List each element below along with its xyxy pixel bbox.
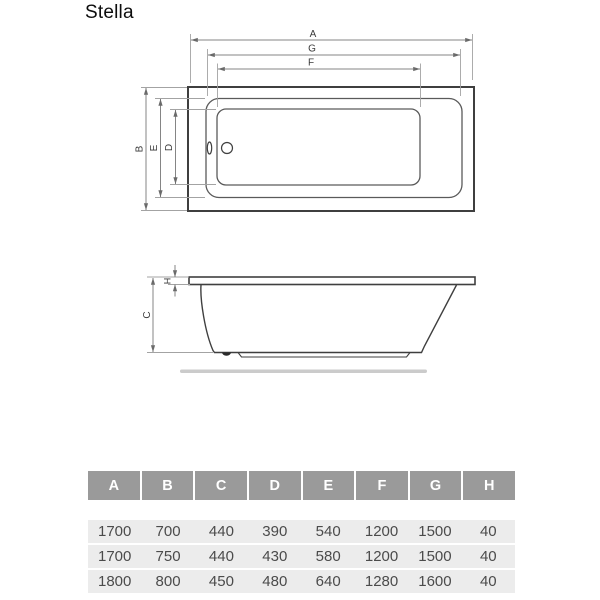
dimensions-table-body <box>88 520 515 593</box>
dimensions-table-header <box>88 471 515 500</box>
dim-label-d: D <box>164 143 175 152</box>
table-cell: 480 <box>262 573 288 590</box>
table-header-cell-a: A <box>88 471 140 500</box>
table-header-cell-d: D <box>249 471 301 500</box>
table-cell: 1700 <box>98 548 132 565</box>
table-header-cell-c: C <box>195 471 247 500</box>
table-header-cell-e: E <box>303 471 355 500</box>
table-cell: 540 <box>315 523 341 540</box>
table-header-cell-h: H <box>463 471 515 500</box>
table-header-cell-b: B <box>142 471 194 500</box>
side-body <box>201 285 457 353</box>
dimensions-table <box>88 471 515 595</box>
table-header-cell-g: G <box>410 471 462 500</box>
table-cell: 430 <box>262 548 288 565</box>
dim-label-b: B <box>134 145 146 153</box>
side-rim <box>189 277 475 285</box>
table-cell: 40 <box>479 573 497 590</box>
table-row <box>88 570 515 593</box>
table-cell: 390 <box>262 523 288 540</box>
floor-shadow <box>180 370 427 374</box>
dim-label-c: C <box>142 311 153 319</box>
table-cell: 580 <box>315 548 341 565</box>
table-cell: 1500 <box>418 523 452 540</box>
table-row <box>88 545 515 568</box>
table-cell: 40 <box>479 548 497 565</box>
table-cell: 1700 <box>98 523 132 540</box>
plan-view <box>188 87 474 211</box>
dim-label-e: E <box>149 144 160 152</box>
side-drain-bump <box>222 353 231 356</box>
table-cell: 1200 <box>364 523 399 540</box>
dim-label-f: F <box>307 57 315 69</box>
dim-label-g: G <box>308 43 316 55</box>
dim-label-h: H <box>162 277 173 285</box>
table-cell: 750 <box>155 548 181 565</box>
table-cell: 450 <box>208 573 234 590</box>
table-cell: 1200 <box>364 548 399 565</box>
table-cell: 640 <box>315 573 341 590</box>
table-cell: 440 <box>208 548 234 565</box>
dim-label-a: A <box>309 29 317 40</box>
table-cell: 1500 <box>418 548 452 565</box>
overflow-icon <box>207 142 211 154</box>
table-cell: 800 <box>155 573 181 590</box>
table-header-cell-f: F <box>356 471 408 500</box>
table-cell: 1280 <box>364 573 399 590</box>
side-view <box>180 277 475 373</box>
table-cell: 700 <box>155 523 181 540</box>
table-cell: 1600 <box>418 573 452 590</box>
table-cell: 40 <box>479 523 497 540</box>
table-row <box>88 520 515 543</box>
product-title: Stella <box>85 2 134 23</box>
drain-icon <box>222 143 233 154</box>
table-cell: 440 <box>208 523 234 540</box>
table-cell: 1800 <box>98 573 132 590</box>
